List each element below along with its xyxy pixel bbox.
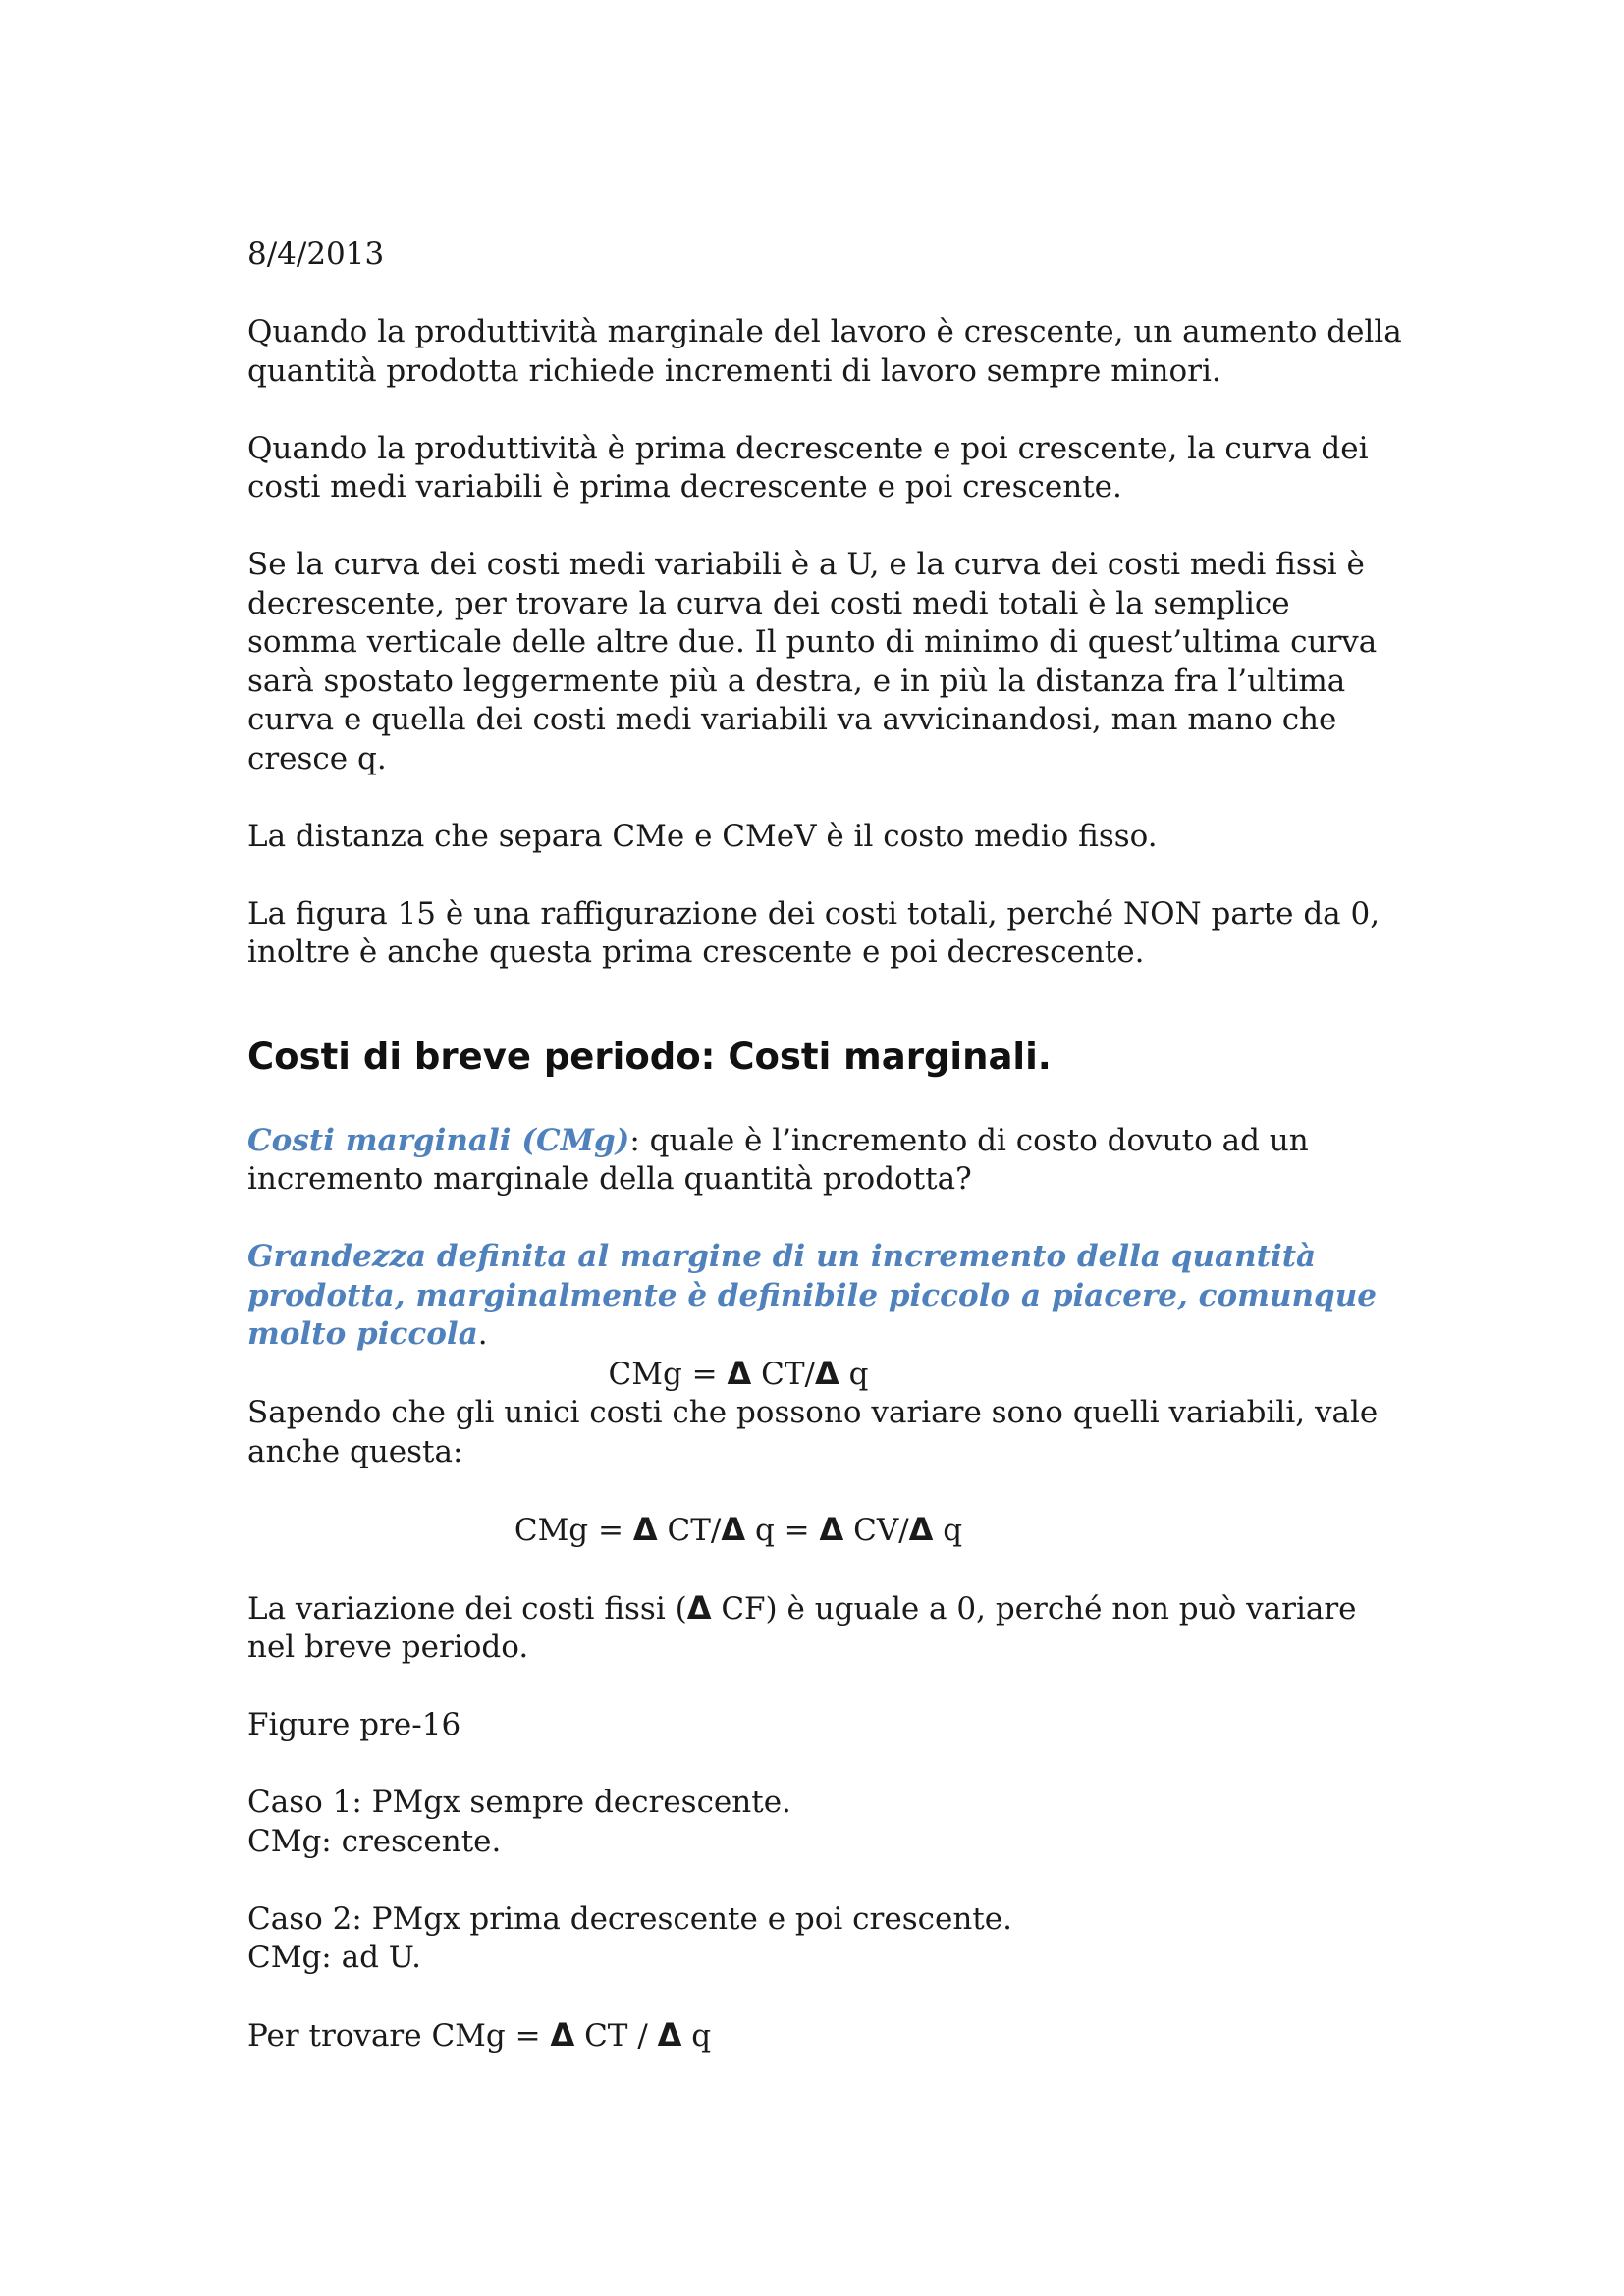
paragraph-variable-costs: Sapendo che gli unici costi che possono variare sono quelli variabili, vale anche questa: — [247, 1395, 1379, 1469]
delta-symbol: Δ — [721, 1510, 746, 1548]
paragraph-marginal-productivity: Quando la produttività marginale del lavoro è crescente, un aumento della quantità prodotta richiede incrementi di lavoro sempre minori. — [247, 314, 1402, 389]
formula-prefix: Per trovare CMg = — [247, 2018, 551, 2054]
case-1-line-1: Caso 1: PMgx sempre decrescente. — [247, 1785, 791, 1820]
document-page — [247, 236, 1406, 2056]
delta-symbol: Δ — [686, 1588, 712, 1627]
delta-symbol: Δ — [814, 1354, 839, 1392]
formula-ct: CT/ — [761, 1356, 815, 1392]
formula-cv: CV/ — [853, 1512, 909, 1548]
date: 8/4/2013 — [247, 237, 385, 272]
emphasis-text: Grandezza definita al margine di un incremento della quantità prodotta, marginalmente è definibile piccolo a piacere, comunque molto piccola — [247, 1239, 1377, 1352]
case-2-line-2: CMg: ad U. — [247, 1940, 421, 1975]
definition-term: Costi marginali (CMg) — [247, 1122, 630, 1158]
formula-q-equals: q = — [754, 1512, 820, 1548]
cf-text-after: CF) è uguale a 0, perché non può variare nel breve periodo. — [247, 1590, 1357, 1665]
case-1-line-2: CMg: crescente. — [247, 1823, 502, 1859]
figure-label: Figure pre-16 — [247, 1707, 461, 1742]
paragraph-average-variable-costs: Quando la produttività è prima decrescente e poi crescente, la curva dei costi medi variabili è prima decrescente e poi crescente. — [247, 430, 1369, 505]
paragraph-average-total-costs: Se la curva dei costi medi variabili è a U, e la curva dei costi medi fissi è decrescente, per trovare la curva dei costi medi totali è la semplice somma verticale delle altre due. Il punto di minimo di quest’ultima curva sarà spostato leggermente più a destra, e in più la distanza fra l’ultima curva e quella dei costi medi variabili va avvicinandosi, man mano che cresce q. — [247, 547, 1378, 776]
formula-marginal-cost-variable — [247, 1511, 1229, 1551]
delta-symbol: Δ — [550, 2016, 575, 2054]
formula-marginal-cost — [247, 1355, 1229, 1395]
definition-marginal-costs — [247, 1122, 1406, 1200]
delta-symbol: Δ — [908, 1510, 934, 1548]
case-2-line-1: Caso 2: PMgx prima decrescente e poi crescente. — [247, 1900, 1012, 1937]
delta-symbol: Δ — [632, 1510, 658, 1548]
emphasis-tail: . — [477, 1316, 488, 1352]
delta-symbol: Δ — [819, 1510, 844, 1548]
section-heading: Costi di breve periodo: Costi marginali. — [247, 1035, 1052, 1078]
paragraph-fixed-costs-variation — [247, 1589, 1406, 1668]
paragraph-figure-15: La figura 15 è una raffigurazione dei costi totali, perché NON parte da 0, inoltre è anche questa prima crescente e poi decrescente. — [247, 895, 1380, 970]
formula-ct: CT / — [584, 2018, 658, 2054]
final-formula — [247, 2016, 1406, 2056]
formula-prefix: CMg = — [514, 1512, 633, 1548]
formula-q: q — [943, 1512, 963, 1548]
cf-text-before: La variazione dei costi fissi ( — [247, 1590, 687, 1627]
formula-q: q — [691, 2018, 712, 2054]
formula-prefix: CMg = — [608, 1356, 728, 1392]
delta-symbol: Δ — [657, 2016, 682, 2054]
definition-text: : quale è l’incremento di costo dovuto ad un incremento marginale della quantità prodotta? — [247, 1122, 1309, 1197]
delta-symbol: Δ — [727, 1354, 752, 1392]
emphasis-paragraph — [247, 1238, 1406, 1355]
formula-q: q — [848, 1356, 869, 1392]
paragraph-average-fixed-cost: La distanza che separa CMe e CMeV è il costo medio fisso. — [247, 818, 1158, 854]
formula-ct: CT/ — [667, 1512, 722, 1548]
